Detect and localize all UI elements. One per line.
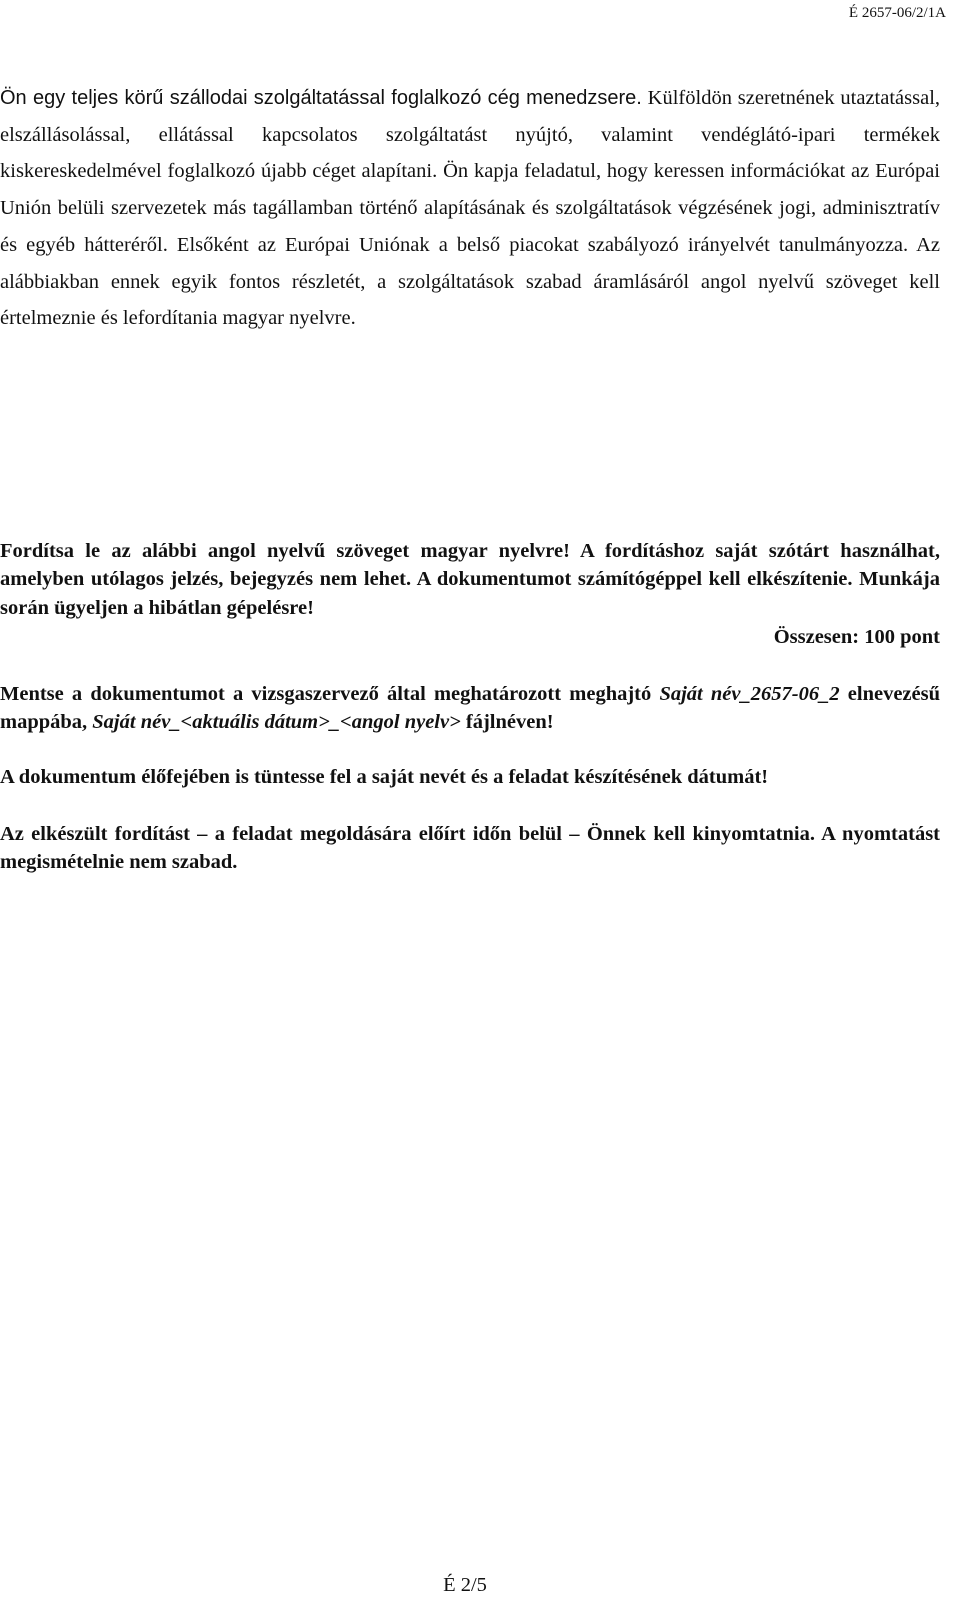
intro-paragraph — [0, 80, 940, 337]
print-note: Az elkészült fordítást – a feladat megoldására előírt időn belül – Önnek kell kinyomtatnia. A nyomtatást megismételnie nem szabad. — [0, 823, 940, 874]
save-instructions — [0, 680, 940, 737]
save-middle: elnevezésű mappába, — [0, 683, 940, 734]
page-number: É 2/5 — [443, 1574, 487, 1596]
header-note: A dokumentum élőfejében is tüntesse fel a saját nevét és a feladat készítésének dátumát! — [0, 766, 769, 788]
file-name: Saját név_<aktuális dátum>_<angol nyelv> — [92, 711, 461, 734]
total-points: Összesen: 100 pont — [773, 626, 940, 648]
document-code: É 2657-06/2/1A — [848, 5, 946, 21]
intro-first-sentence: Ön egy teljes körű szállodai szolgáltatással foglalkozó cég menedzsere. — [0, 87, 642, 109]
save-prefix: Mentse a dokumentumot a vizsgaszervező által meghatározott meghajtó — [0, 683, 660, 705]
save-suffix: fájlnéven! — [460, 711, 554, 734]
task-instructions: Fordítsa le az alábbi angol nyelvű szöveget magyar nyelvre! A fordításhoz saját szótárt használhat, amelyben utólagos jelzés, bejegyzés nem lehet. A dokumentumot számítógéppel kell elkészítenie. Munkája során ügyeljen a hibátlan gépelésre! — [0, 540, 940, 619]
intro-rest: Külföldön szeretnének utaztatással, elszállásolással, ellátással kapcsolatos szolgáltatást nyújtó, valamint vendéglátó-ipari termékek kiskereskedelmével foglalkozó újabb céget alapítani. Ön kapja feladatul, hogy keressen információkat az Európai Unión belüli szervezetek más tagállamban történő alapításának és szolgáltatások végzésének jogi, adminisztratív és egyéb hátteréről. Elsőként az Európai Uniónak a belső piacokat szabályozó irányelvét tanulmányozza. Az alábbiakban ennek egyik fontos részletét, a szolgáltatások szabad áramlásáról angol nyelvű szöveget kell értelmeznie és lefordítania magyar nyelvre. — [0, 87, 941, 330]
folder-name: Saját név_2657-06_2 — [659, 683, 840, 705]
